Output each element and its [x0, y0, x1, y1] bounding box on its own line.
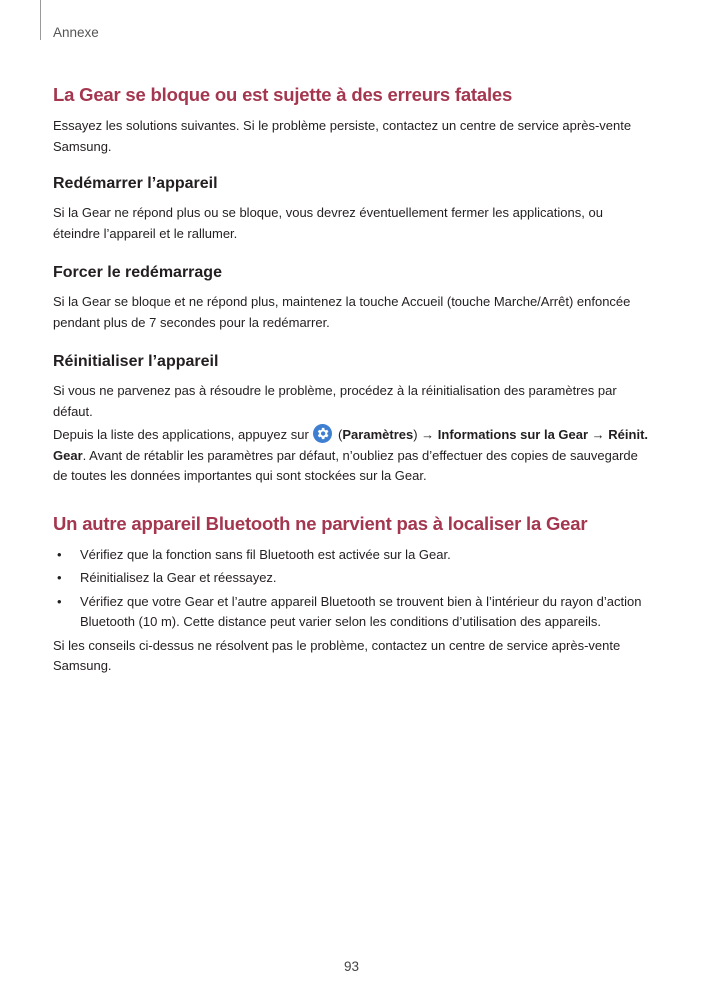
- section-intro: Essayez les solutions suivantes. Si le problème persiste, contactez un centre de service après-vente Samsung.: [53, 118, 632, 154]
- reset-step-arrow-1: ) →: [413, 427, 438, 442]
- page-content: [53, 82, 653, 677]
- list-item-text: Vérifiez que votre Gear et l’autre appareil Bluetooth se trouvent bien à l’intérieur du rayon d’action Bluetooth (10 m). Cette distance peut varier selon les conditions d’utilisation des appareils.: [80, 593, 642, 629]
- bullet-marker: •: [57, 546, 62, 562]
- settings-label: Paramètres: [342, 427, 414, 442]
- reset-step-paren-open: (: [334, 427, 343, 442]
- list-item: [53, 568, 653, 589]
- header-divider: [40, 0, 41, 40]
- bullet-marker: •: [57, 570, 62, 585]
- reset-step-arrow-2: →: [588, 427, 609, 442]
- reset-instructions: [53, 424, 653, 487]
- section-label: Annexe: [53, 25, 99, 40]
- settings-gear-icon: [313, 424, 332, 443]
- list-item: [53, 545, 653, 566]
- section-title-gear-freeze: La Gear se bloque ou est sujette à des erreurs fatales: [53, 84, 513, 105]
- bluetooth-tips-list: [53, 545, 653, 633]
- subsection-text-reset: Si vous ne parvenez pas à résoudre le problème, procédez à la réinitialisation des paramètres par défaut.: [53, 383, 617, 419]
- subsection-title-force-restart: Forcer le redémarrage: [53, 264, 222, 281]
- reset-step-prefix: Depuis la liste des applications, appuyez sur: [53, 427, 313, 442]
- reset-gear-label: Réinit. Gear: [53, 427, 649, 463]
- section-outro: Si les conseils ci-dessus ne résolvent pas le problème, contactez un centre de service après-vente Samsung.: [53, 637, 621, 673]
- list-item-text: Vérifiez que la fonction sans fil Bluetooth est activée sur la Gear.: [80, 546, 451, 562]
- subsection-title-reset: Réinitialiser l’appareil: [53, 353, 219, 370]
- reset-step-suffix: . Avant de rétablir les paramètres par défaut, n’oubliez pas d’effectuer des copies de sauvegarde de toutes les données importantes qui sont stockées sur la Gear.: [53, 447, 638, 483]
- page-number: 93: [343, 959, 360, 974]
- subsection-text-restart: Si la Gear ne répond plus ou se bloque, vous devrez éventuellement fermer les applications, ou éteindre l’appareil et le rallumer.: [53, 205, 603, 241]
- list-item: [53, 592, 653, 633]
- list-item-text: Réinitialisez la Gear et réessayez.: [80, 570, 277, 585]
- section-title-bluetooth: Un autre appareil Bluetooth ne parvient pas à localiser la Gear: [53, 512, 588, 534]
- bullet-marker: •: [57, 593, 62, 609]
- subsection-title-restart: Redémarrer l’appareil: [53, 175, 218, 192]
- subsection-text-force-restart: Si la Gear se bloque et ne répond plus, maintenez la touche Accueil (touche Marche/Arrêt) enfoncée pendant plus de 7 secondes pour la redémarrer.: [53, 294, 631, 330]
- gear-info-label: Informations sur la Gear: [437, 427, 589, 442]
